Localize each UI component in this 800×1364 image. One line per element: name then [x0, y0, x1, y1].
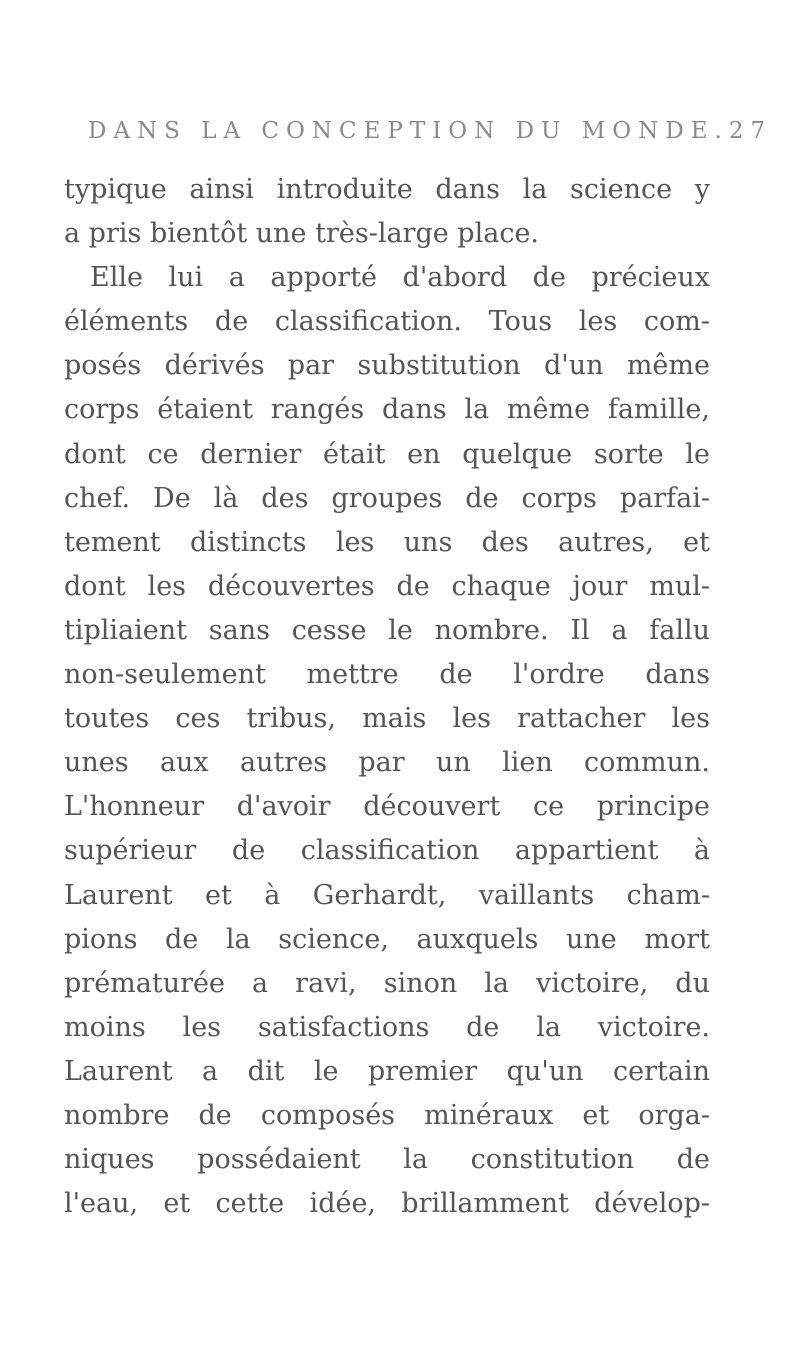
text-line: Laurent a dit le premier qu'un certain — [64, 1055, 710, 1087]
text-line: posés dérivés par substitution d'un même — [64, 350, 710, 382]
text-line: supérieur de classification appartient à — [64, 835, 710, 867]
text-line: nombre de composés minéraux et orga- — [64, 1099, 710, 1131]
text-line: niques possédaient la constitution de — [64, 1144, 710, 1176]
page-number: 27 — [728, 118, 773, 144]
text-line: typique ainsi introduite dans la science y — [64, 174, 710, 205]
text-line: chef. De là des groupes de corps parfai- — [64, 482, 710, 514]
body-text — [64, 168, 710, 1226]
text-line: non-seulement mettre de l'ordre dans — [64, 659, 710, 691]
text-line: pions de la science, auxquels une mort — [64, 923, 710, 955]
text-line: dont ce dernier était en quelque sorte le — [64, 438, 710, 470]
text-line: L'honneur d'avoir découvert ce principe — [64, 791, 710, 823]
text-line: toutes ces tribus, mais les rattacher les — [64, 703, 710, 735]
text-line: tement distincts les uns des autres, et — [64, 526, 710, 558]
text-line: unes aux autres par un lien commun. — [64, 747, 710, 779]
running-head — [88, 118, 773, 144]
text-line: Elle lui a apporté d'abord de précieux — [90, 262, 710, 294]
text-line: prématurée a ravi, sinon la victoire, du — [64, 967, 710, 999]
text-line: moins les satisfactions de la victoire. — [64, 1011, 710, 1043]
text-line: a pris bientôt une très-large place. — [64, 218, 540, 250]
text-line: l'eau, et cette idée, brillamment dévelop- — [64, 1188, 710, 1220]
text-line: corps étaient rangés dans la même famille, — [64, 394, 710, 426]
text-line: Laurent et à Gerhardt, vaillants cham- — [64, 879, 710, 911]
running-head-title: DANS LA CONCEPTION DU MONDE. — [88, 118, 729, 144]
text-line: dont les découvertes de chaque jour mul- — [64, 570, 710, 602]
text-line: éléments de classification. Tous les com- — [64, 306, 710, 338]
text-line: tipliaient sans cesse le nombre. Il a fallu — [64, 614, 710, 646]
